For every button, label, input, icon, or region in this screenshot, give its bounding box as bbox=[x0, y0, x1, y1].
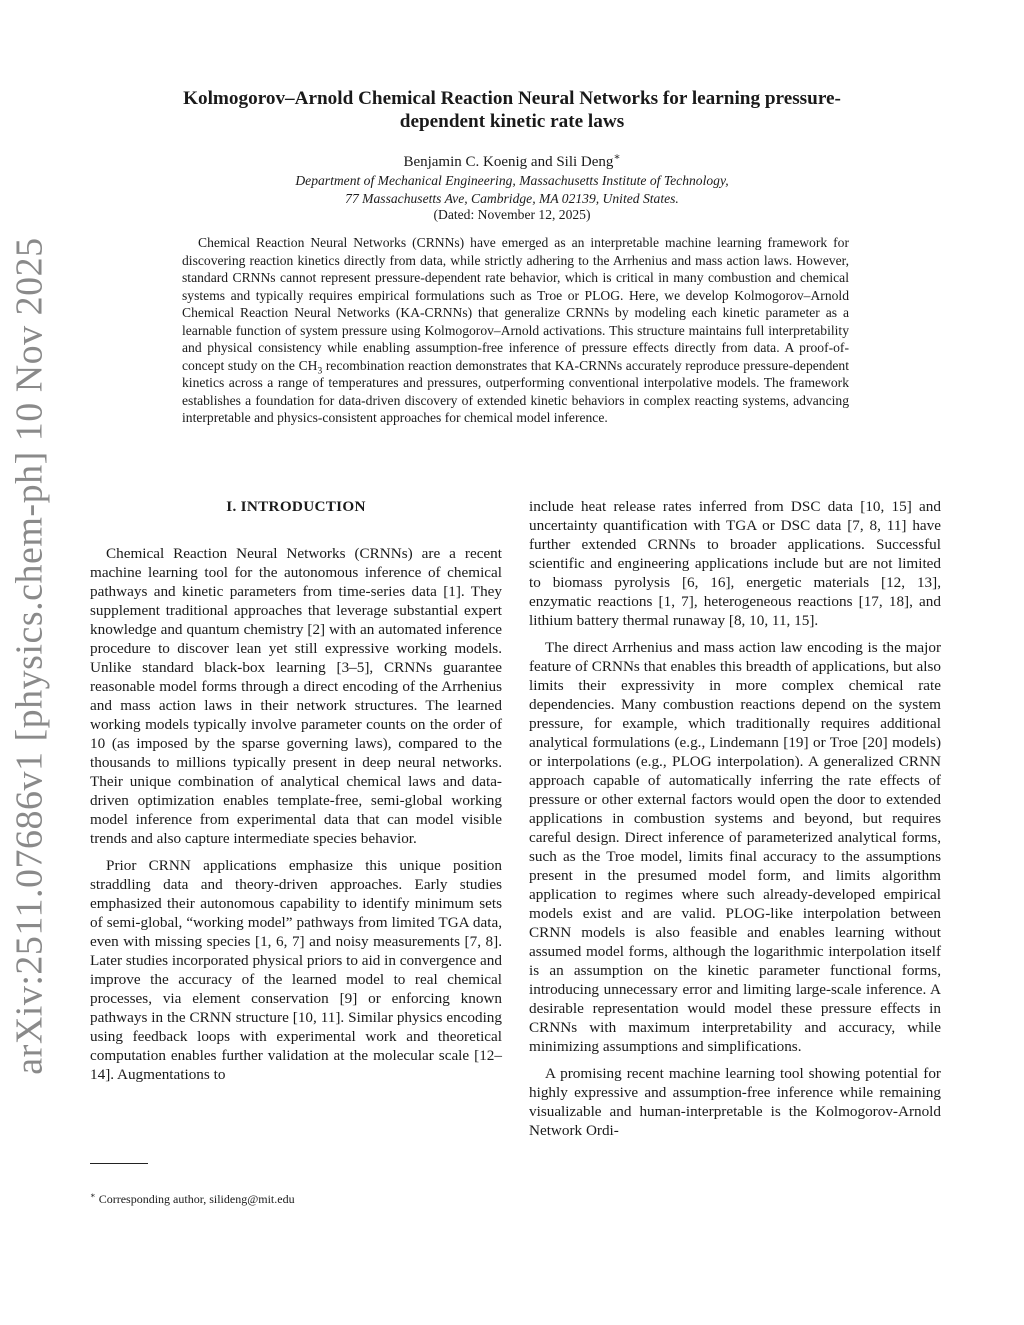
paper-title: Kolmogorov–Arnold Chemical Reaction Neural Networks for learning pressure-dependent kinetic rate laws bbox=[183, 88, 841, 132]
abstract bbox=[182, 234, 849, 427]
intro-paragraph-4: A promising recent machine learning tool showing potential for highly expressive and assumption-free inference while remaining visualizable and human-interpretable is the Kolmogorov-Arnold Network Ordi- bbox=[529, 1065, 941, 1139]
arxiv-identifier-text: arXiv:2511.07686v1 [physics.chem-ph] 10 Nov 2025 bbox=[9, 237, 51, 1075]
section-heading-introduction: I. INTRODUCTION bbox=[226, 498, 366, 515]
intro-paragraph-3: The direct Arrhenius and mass action law encoding is the major feature of CRNNs that enables this breadth of applications, but also limits their expressivity in more complex chemical rate dependencies. Many combustion reactions depend on the system pressure, for example, which traditionally requires additional analytical formulations (e.g., Lindemann [19] or Troe [20] models) or interpolations (e.g., PLOG interpolation). A generalized CRNN approach capable of automatically inferring the rate effects of pressure or other external factors would open the door to extended applications in combustion systems and beyond, but requires careful design. Direct inference of parameterized analytical forms, such as the Troe model, limits final accuracy to the assumptions present in the presumed model form, and limits algorithm application to regimes where such already-developed empirical models exist and are valid. PLOG-like interpolation between CRNN models is also feasible and enables learning without assumed model forms, although the logarithmic interpolation itself is an assumption on the kinetic parameter functional forms, introducing unnecessary error and limiting large-scale inference. A desirable representation would model these pressure effects in CRNNs with maximum interpretability and accuracy, while minimizing assumptions and simplifications. bbox=[529, 639, 941, 1055]
footnote-text: Corresponding author, silideng@mit.edu bbox=[95, 1192, 295, 1206]
intro-paragraph-1: Chemical Reaction Neural Networks (CRNNs) are a recent machine learning tool for the autonomous inference of chemical pathways and kinetic parameters from time-series data [1]. They supplement traditional approaches that leverage substantial expert knowledge and quantum chemistry [2] with an automated inference procedure to discover lean yet still expressive working models. Unlike standard black-box learning [3–5], CRNNs guarantee reasonable model forms through a direct encoding of the Arrhenius and mass action laws in their network structures. The learned working models typically involve parameter counts on the order of 10 (as imposed by the sparse governing laws), compared to the thousands to millions typically present in deep neural networks. Their unique combination of analytical chemical laws and data-driven optimization enables template-free, semi-global working model inference from experimental data that can model visible trends and also capture intermediate species behavior. bbox=[90, 545, 502, 847]
corresponding-author-marker: ∗ bbox=[613, 152, 621, 163]
intro-paragraph-2: Prior CRNN applications emphasize this unique position straddling data and theory-driven approaches. Early studies emphasized their autonomous capability to identify minimum sets of semi-global, “working model” pathways from limited TGA data, even with missing species [1, 6, 7] and noisy measurements [7, 8]. Later studies incorporated physical priors to aid in convergence and improve the accuracy of the learned model to real chemical processes, via element conservation [9] or enforcing known pathways in the CRNN structure [10, 11]. Similar physics encoding using feedback loops with experimental work and theoretical computation enables further validation at the molecular scale [12–14]. Augmentations to bbox=[90, 857, 502, 1083]
footnote-marker: ∗ bbox=[90, 1191, 96, 1200]
author-list bbox=[150, 153, 874, 171]
affiliation-line-2: 77 Massachusetts Ave, Cambridge, MA 02139, United States. bbox=[345, 190, 679, 206]
affiliation-line-1: Department of Mechanical Engineering, Massachusetts Institute of Technology, bbox=[295, 173, 729, 188]
arxiv-identifier-stamp bbox=[8, 237, 52, 1075]
publication-date: (Dated: November 12, 2025) bbox=[433, 207, 591, 222]
right-column bbox=[529, 497, 941, 1148]
left-column bbox=[90, 497, 502, 1092]
author-names: Benjamin C. Koenig and Sili Deng bbox=[403, 154, 614, 170]
methyl-subscript: 3 bbox=[317, 366, 323, 377]
author-affiliation bbox=[150, 172, 874, 207]
footnote-divider bbox=[90, 1163, 148, 1164]
intro-paragraph-2-continued: include heat release rates inferred from DSC data [10, 15] and uncertainty quantification with TGA or DSC data [7, 8, 11] have further extended CRNNs to broader applications. Successful scientific and engineering applications include but are not limited to biomass pyrolysis [6, 16], energetic materials [12, 13], enzymatic reactions [1, 7], heterogeneous reactions [17, 18], and lithium battery thermal runaway [8, 10, 11, 15]. bbox=[529, 498, 941, 629]
corresponding-author-footnote bbox=[90, 1192, 502, 1207]
abstract-text-part-2: recombination reaction demonstrates that KA-CRNNs accurately reproduce pressure-dependent kinetics across a range of temperatures and pressures, outperforming conventional interpolative models. The framework establishes a foundation for data-driven discovery of extended kinetic behaviors in complex reacting systems, advancing interpretable and physics-consistent approaches for chemical model inference. bbox=[182, 357, 849, 425]
abstract-text-part-1: Chemical Reaction Neural Networks (CRNNs) have emerged as an interpretable machine learning framework for discovering reaction kinetics directly from data, while strictly adhering to the Arrhenius and mass action laws. However, standard CRNNs cannot represent pressure-dependent rate behavior, which is critical in many combustion and chemical systems and typically requires empirical formulations such as Troe or PLOG. Here, we develop Kolmogorov–Arnold Chemical Reaction Neural Networks (KA-CRNNs) that generalize CRNNs by modeling each kinetic parameter as a learnable function of system pressure using Kolmogorov–Arnold activations. This structure maintains full interpretability and physical consistency while enabling assumption-free inference of pressure effects directly from data. A proof-of-concept study on the CH bbox=[182, 235, 849, 373]
